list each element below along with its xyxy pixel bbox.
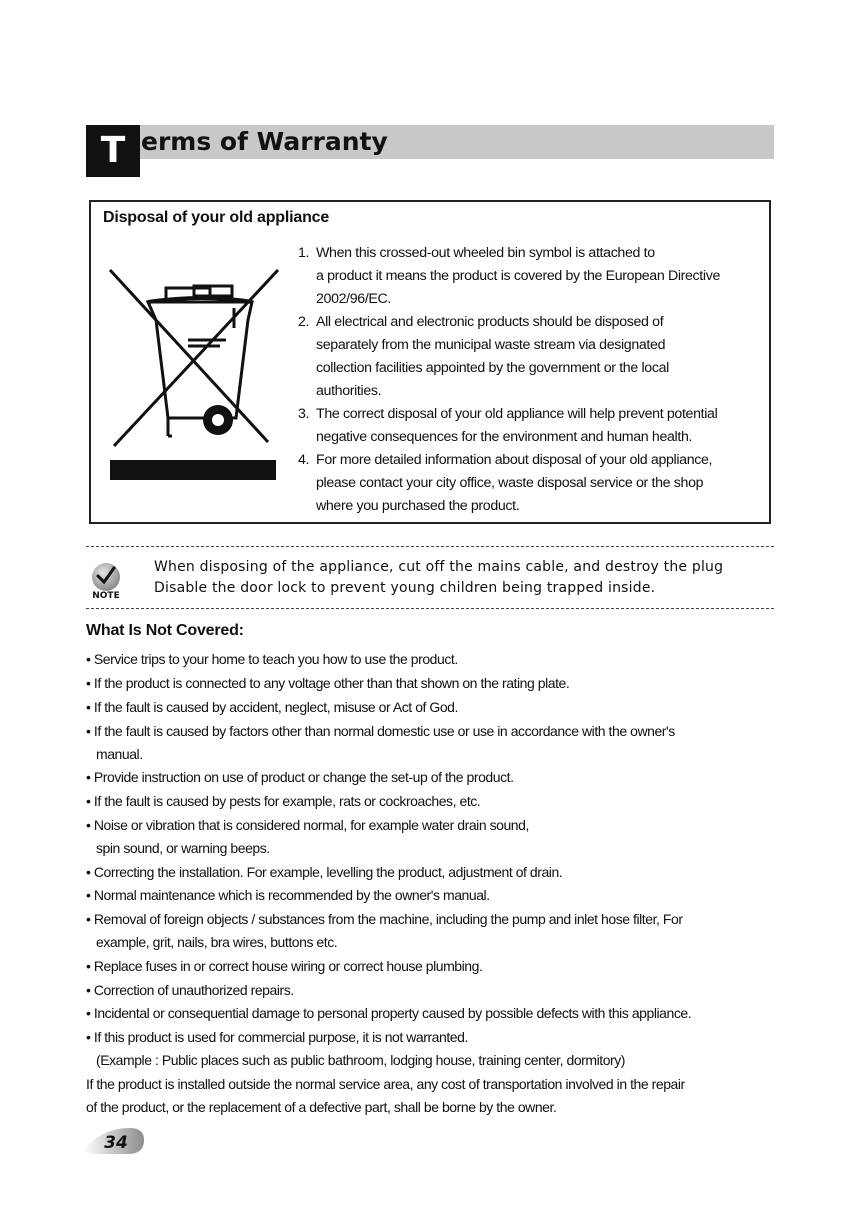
not-covered-line: • If the fault is caused by accident, neglect, misuse or Act of God. xyxy=(86,699,458,715)
page-number: 34 xyxy=(104,1133,128,1153)
disposal-list xyxy=(298,242,720,518)
title-initial-letter: T xyxy=(86,125,140,177)
crossed-out-wheeled-bin-icon xyxy=(108,268,284,484)
not-covered-line: of the product, or the replacement of a defective part, shall be borne by the owner. xyxy=(86,1099,557,1115)
not-covered-line: • Noise or vibration that is considered normal, for example water drain sound, xyxy=(86,817,529,833)
not-covered-line: • Removal of foreign objects / substances from the machine, including the pump and inlet hose filter, For xyxy=(86,911,683,927)
not-covered-line: (Example : Public places such as public bathroom, lodging house, training center, dormitory) xyxy=(96,1052,626,1068)
note-bottom-divider xyxy=(86,608,774,609)
svg-text:NOTE: NOTE xyxy=(92,591,120,600)
not-covered-line: If the product is installed outside the normal service area, any cost of transportation involved in the repair xyxy=(86,1076,685,1092)
not-covered-heading: What Is Not Covered: xyxy=(86,622,244,639)
note-text: When disposing of the appliance, cut off the mains cable, and destroy the plug xyxy=(154,559,724,575)
not-covered-line: • Correcting the installation. For example, levelling the product, adjustment of drain. xyxy=(86,864,563,880)
not-covered-line: • If the product is connected to any voltage other than that shown on the rating plate. xyxy=(86,675,570,691)
not-covered-line: manual. xyxy=(96,746,143,762)
not-covered-line: • Provide instruction on use of product or change the set-up of the product. xyxy=(86,769,514,785)
not-covered-line: example, grit, nails, bra wires, buttons etc. xyxy=(96,934,338,950)
disposal-item: 1. When this crossed-out wheeled bin symbol is attached to a product it means the product is covered by the European Directive 2002/96/EC. xyxy=(298,245,720,307)
note-icon xyxy=(86,560,126,600)
not-covered-line: spin sound, or warning beeps. xyxy=(96,840,270,856)
not-covered-line: • If the fault is caused by pests for example, rats or cockroaches, etc. xyxy=(86,793,481,809)
disposal-item: 2. All electrical and electronic products should be disposed of separately from the municipal waste stream via designated collection facilities appointed by the government or the local authorities. xyxy=(298,314,669,399)
not-covered-line: • If this product is used for commercial purpose, it is not warranted. xyxy=(86,1029,468,1045)
page-number-badge xyxy=(84,1124,146,1156)
disposal-item: 3. The correct disposal of your old appliance will help prevent potential negative consequences for the environment and human health. xyxy=(298,406,718,445)
not-covered-line: • Correction of unauthorized repairs. xyxy=(86,982,294,998)
disposal-item: 4. For more detailed information about disposal of your old appliance, please contact your city office, waste disposal service or the shop where you purchased the product. xyxy=(298,452,713,514)
not-covered-line: • Replace fuses in or correct house wiring or correct house plumbing. xyxy=(86,958,483,974)
not-covered-line: • If the fault is caused by factors other than normal domestic use or use in accordance with the owner's xyxy=(86,723,675,739)
not-covered-line: • Incidental or consequential damage to personal property caused by possible defects with this appliance. xyxy=(86,1005,692,1021)
note-text: Disable the door lock to prevent young children being trapped inside. xyxy=(154,580,656,596)
disposal-heading: Disposal of your old appliance xyxy=(103,209,330,226)
page-title: erms of Warranty xyxy=(141,127,388,156)
not-covered-line: • Normal maintenance which is recommended by the owner's manual. xyxy=(86,887,490,903)
note-top-divider xyxy=(86,546,774,547)
not-covered-line: • Service trips to your home to teach you how to use the product. xyxy=(86,651,458,667)
